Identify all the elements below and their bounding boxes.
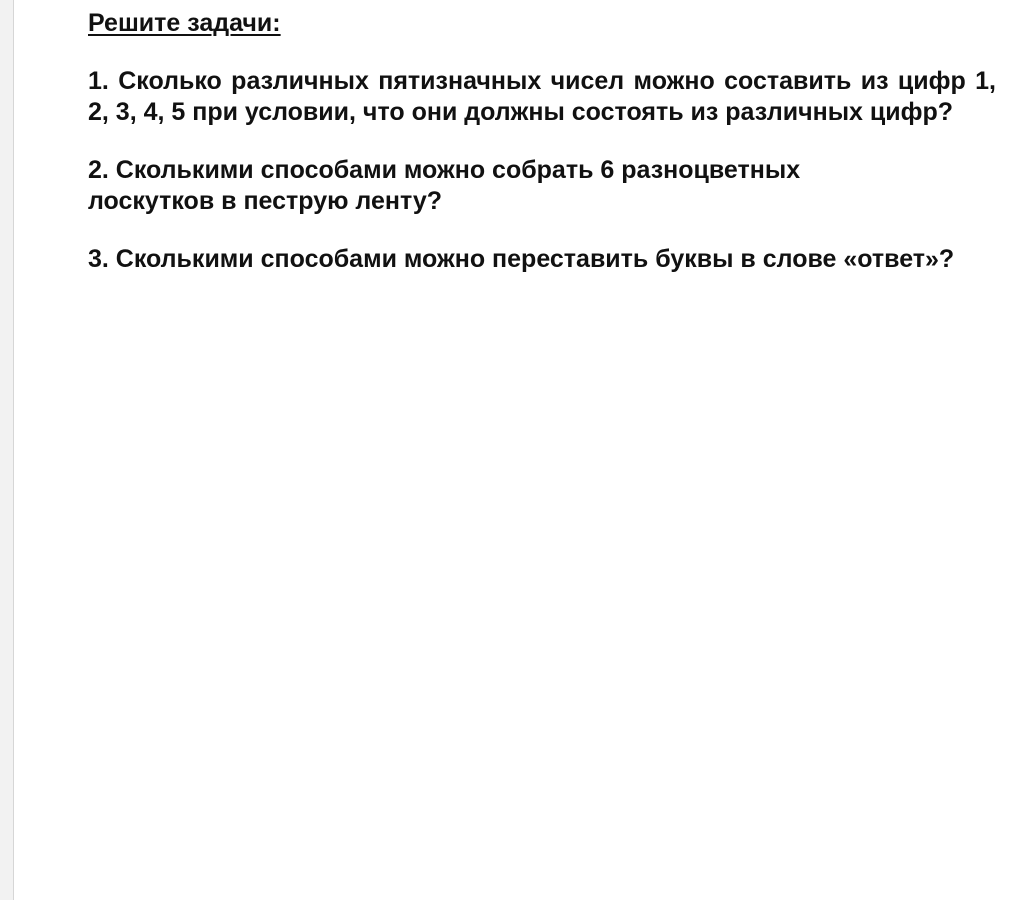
task-2: 2. Сколькими способами можно собрать 6 разноцветных лоскутков в пеструю ленту?	[88, 156, 801, 215]
document-title: Решите задачи:	[88, 9, 281, 37]
task-1: 1. Сколько различных пятизначных чисел можно составить из цифр 1, 2, 3, 4, 5 при условии, что они должны состоять из различных цифр?	[88, 67, 996, 126]
document-content	[88, 8, 996, 302]
document-page	[13, 0, 1024, 900]
task-3: 3. Сколькими способами можно переставить буквы в слове «ответ»?	[88, 245, 955, 273]
